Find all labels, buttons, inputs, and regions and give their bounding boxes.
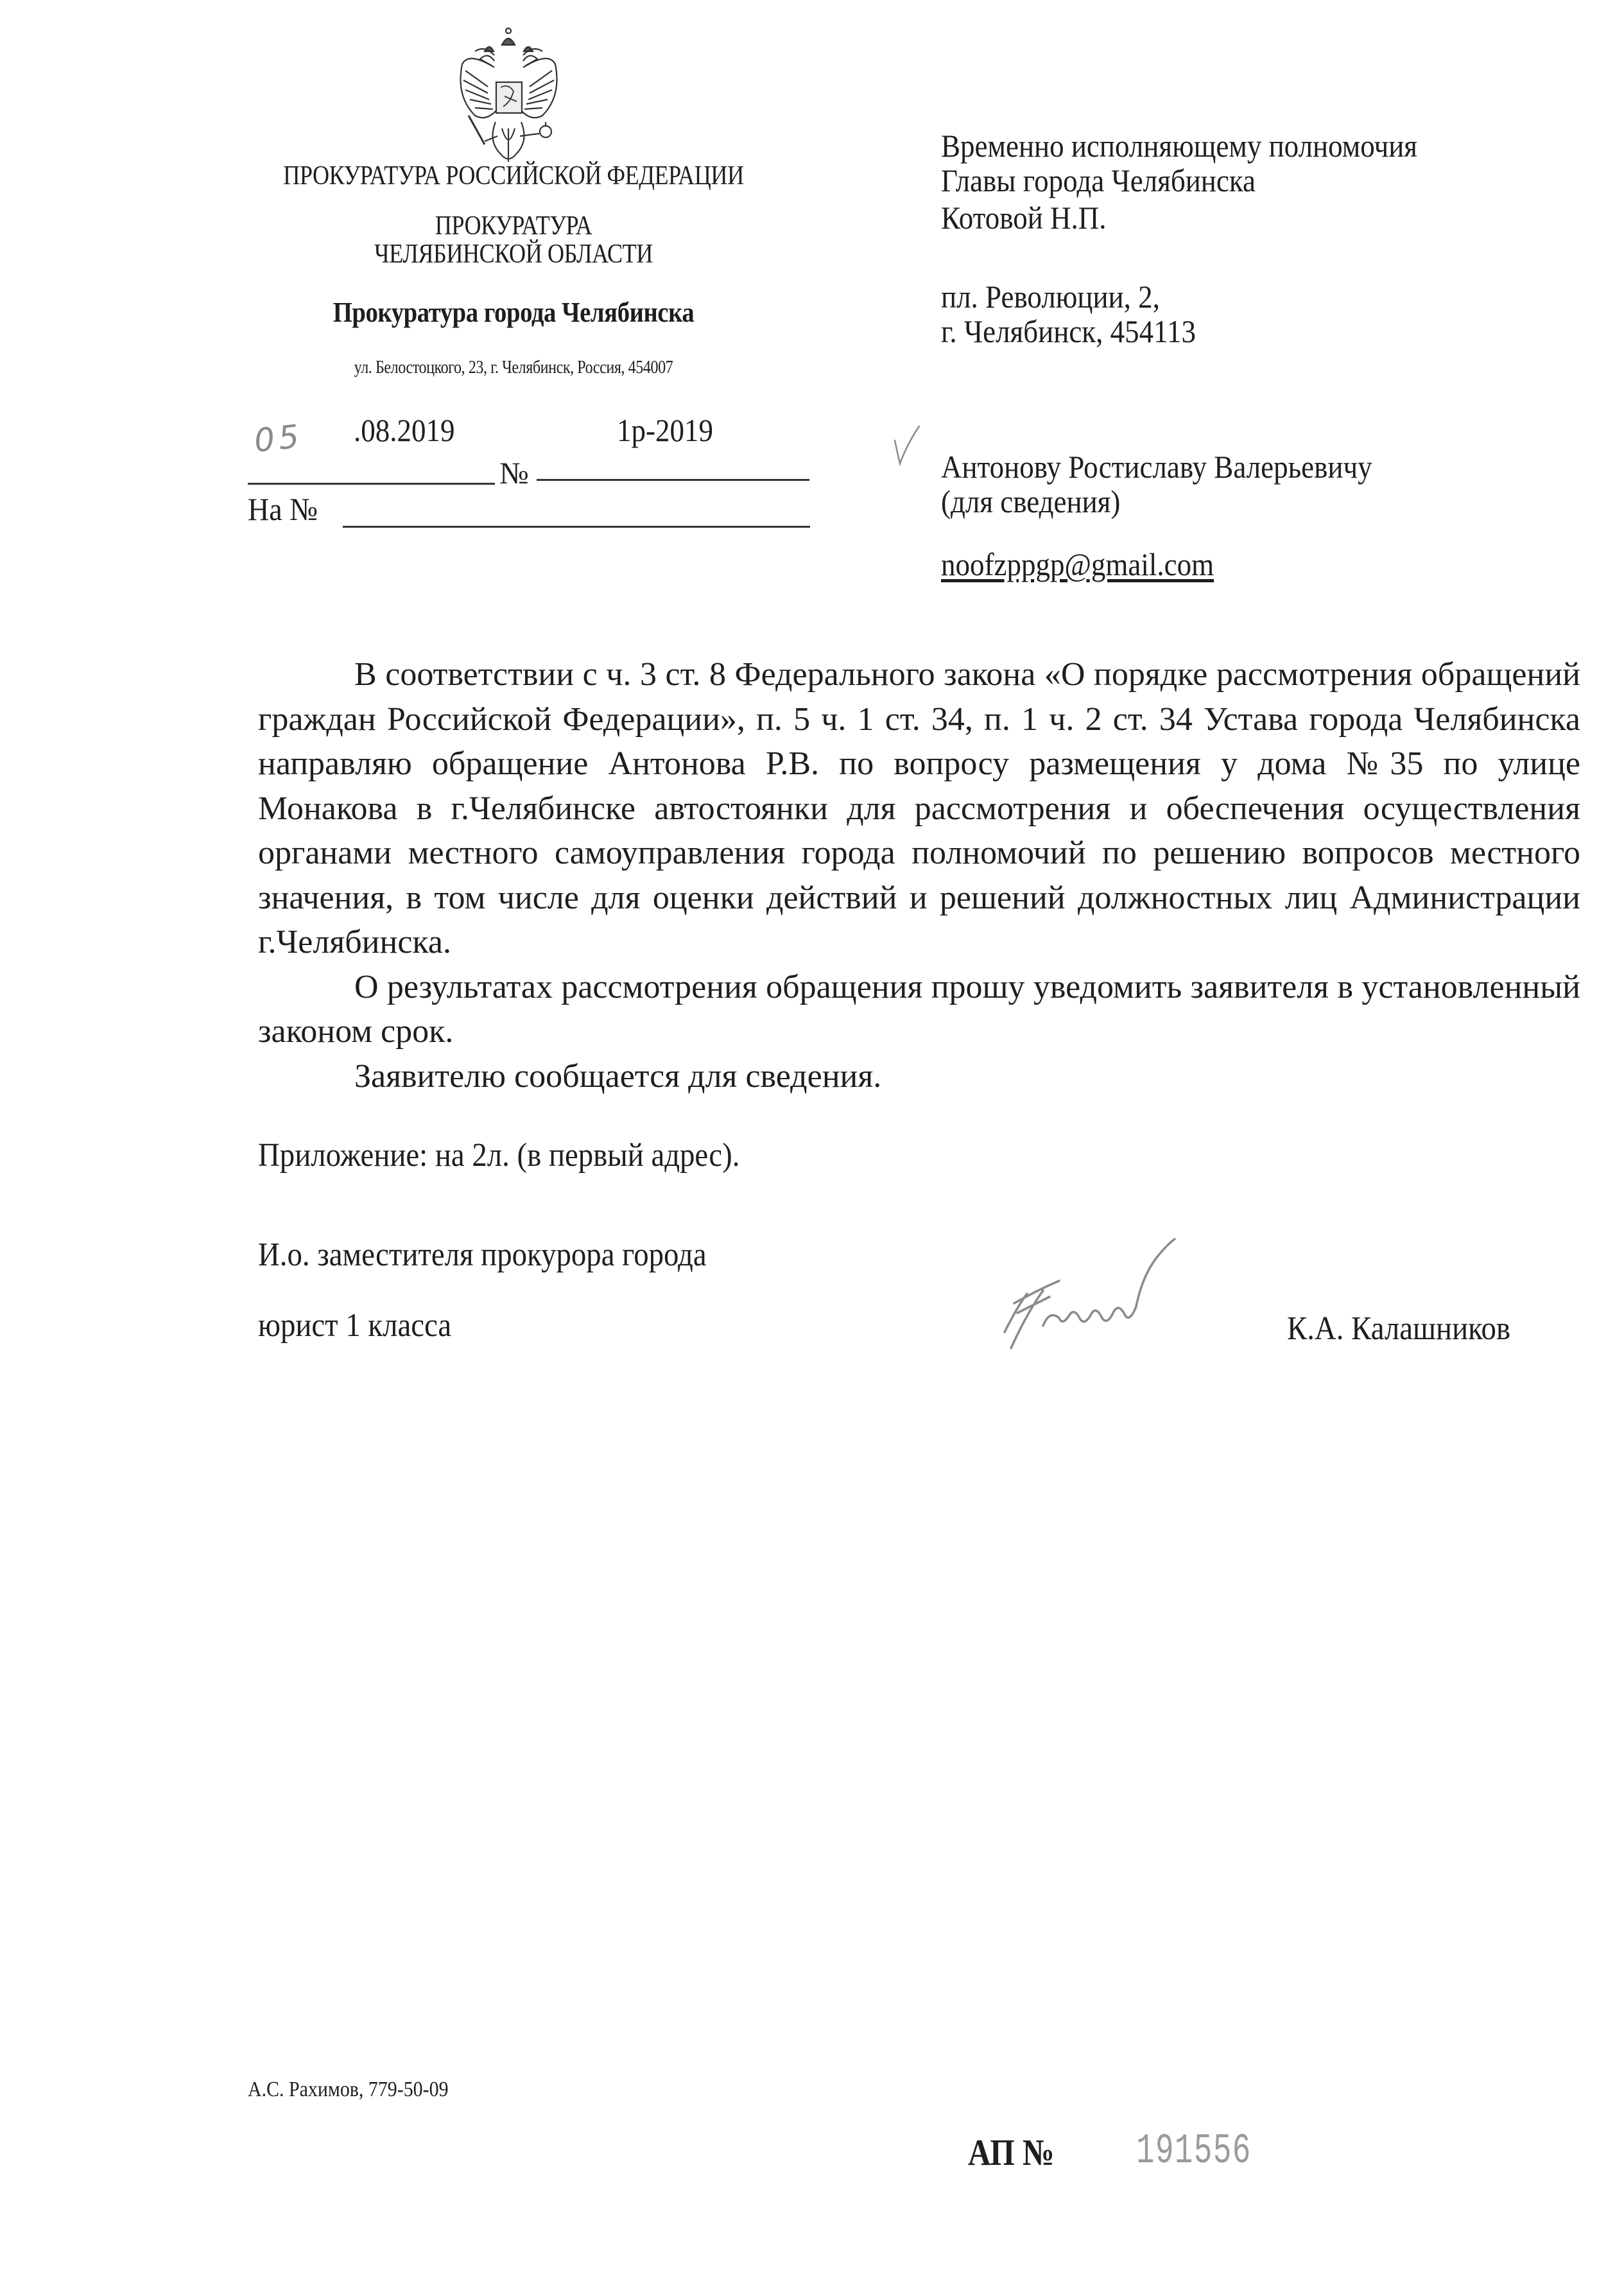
- executor-contact: А.С. Рахимов, 779-50-09: [248, 2078, 449, 2101]
- recipient-1-title: [941, 128, 1417, 198]
- recipient-1-address-line1: пл. Революции, 2,: [941, 279, 1160, 315]
- signer-name: К.А. Калашников: [1287, 1310, 1511, 1347]
- body-paragraph-1: В соответствии с ч. 3 ст. 8 Федерального закона «О порядке рассмотрения обращений граждан Российской Федерации», п. 5 ч. 1 ст. 34, п. 1 ч. 2 ст. 34 Устава города Челябинска направляю обращение Антонова Р.В. по вопросу размещения у дома №35 по улице Монакова в г.Челябинске автостоянки для рассмотрения и обеспечения осуществления органами местного самоуправления города полномочий по решению вопросов местного значения, в том числе для оценки действий и решений должностных лиц Администрации г.Челябинска.: [258, 656, 1580, 960]
- reply-to-block: [248, 491, 813, 536]
- handwritten-checkmark-icon: [891, 424, 923, 469]
- form-number-stamp: 191556: [1136, 2127, 1252, 2175]
- org-regional-line2: ЧЕЛЯБИНСКОЙ ОБЛАСТИ: [374, 239, 653, 269]
- recipient-1-title-line1: Временно исполняющему полномочия: [941, 128, 1418, 164]
- recipient-2-note: (для сведения): [941, 483, 1121, 519]
- russian-coat-of-arms-icon: [449, 26, 568, 167]
- recipient-2-name: Антонову Ростиславу Валерьевичу: [941, 449, 1372, 485]
- signer-position-line2: юрист 1 класса: [258, 1307, 452, 1344]
- reply-to-label: На №: [248, 491, 318, 527]
- number-sign: №: [499, 456, 529, 490]
- org-address: ул. Белостоцкого, 23, г. Челябинск, Россия, 454007: [354, 358, 673, 378]
- org-regional-title: [276, 212, 751, 268]
- handwritten-signature-icon: [998, 1236, 1261, 1358]
- org-regional-line1: ПРОКУРАТУРА: [435, 211, 592, 241]
- org-federal-title: ПРОКУРАТУРА РОССИЙСКОЙ ФЕДЕРАЦИИ: [283, 161, 744, 191]
- recipient-1-title-line2: Главы города Челябинска: [941, 162, 1256, 198]
- attachment-note: Приложение: на 2л. (в первый адрес).: [258, 1137, 740, 1174]
- registration-block: [248, 411, 813, 488]
- body-paragraph-3: Заявителю сообщается для сведения.: [354, 1057, 882, 1095]
- form-number-label: АП №: [968, 2131, 1055, 2173]
- letter-body: [258, 652, 1580, 1098]
- body-paragraph-2: О результатах рассмотрения обращения прошу уведомить заявителя в установленный законом срок.: [258, 968, 1580, 1050]
- registration-date: .08.2019: [354, 412, 455, 448]
- number-underline: [537, 479, 809, 481]
- org-city-title: Прокуратура города Челябинска: [333, 297, 695, 328]
- recipient-1-name: Котовой Н.П.: [941, 200, 1107, 236]
- recipient-1-address-line2: г. Челябинск, 454113: [941, 313, 1196, 349]
- reply-to-underline: [343, 526, 810, 528]
- handwritten-day: 05: [252, 417, 305, 460]
- recipient-2-email-link[interactable]: noofzppgp@gmail.com: [941, 546, 1214, 582]
- registration-number: 1р-2019: [617, 412, 713, 448]
- recipient-1-address: [941, 279, 1196, 349]
- signer-position-line1: И.о. заместителя прокурора города: [258, 1237, 707, 1273]
- date-underline: [248, 483, 495, 485]
- recipient-2-block: [941, 449, 1372, 519]
